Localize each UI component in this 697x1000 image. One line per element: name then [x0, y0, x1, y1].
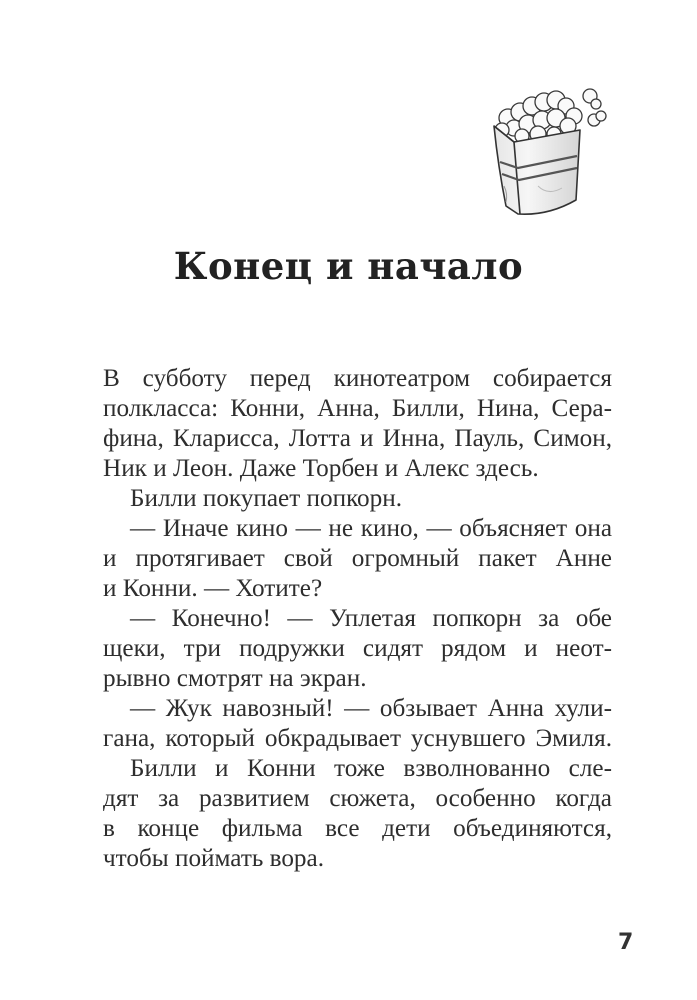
paragraph: [103, 694, 612, 754]
text-line: — Иначе кино — не кино, — объясняет она: [130, 515, 612, 542]
paragraph: [103, 484, 612, 514]
text-line: Билли и Конни тоже взволнованно сле-: [130, 755, 612, 782]
text-line: В субботу перед кинотеатром собирается: [103, 365, 612, 392]
text-line: — Конечно! — Уплетая попкорн за обе: [130, 605, 612, 632]
paragraph: [103, 754, 612, 874]
text-line: и протягивает свой огромный пакет Анне: [103, 545, 612, 572]
text-line: гана, который обкрадывает уснувшего Эмиля.: [103, 725, 612, 752]
body-text: [103, 364, 612, 874]
text-line: в конце фильма все дети объединяются,: [103, 815, 612, 842]
paragraph: [103, 364, 612, 484]
text-line: дят за развитием сюжета, особенно когда: [103, 785, 612, 812]
chapter-title: Конец и начало: [173, 244, 524, 288]
paragraph: [103, 514, 612, 604]
text-line: рывно смотрят на экран.: [103, 665, 367, 692]
text-line: фина, Кларисса, Лотта и Инна, Пауль, Симон,: [103, 425, 612, 452]
text-line: щеки, три подружки сидят рядом и неот-: [103, 635, 612, 662]
paragraph: [103, 604, 612, 694]
text-line: — Жук навозный! — обзывает Анна хули-: [130, 695, 612, 722]
text-line: Билли покупает попкорн.: [130, 485, 403, 512]
page-number: 7: [618, 930, 634, 955]
text-line: Ник и Леон. Даже Торбен и Алекс здесь.: [103, 455, 539, 482]
text-line: чтобы поймать вора.: [103, 845, 324, 872]
popcorn-bag-icon: [478, 76, 608, 226]
text-line: полкласса: Конни, Анна, Билли, Нина, Сера-: [103, 395, 612, 422]
text-line: и Конни. — Хотите?: [103, 575, 323, 602]
